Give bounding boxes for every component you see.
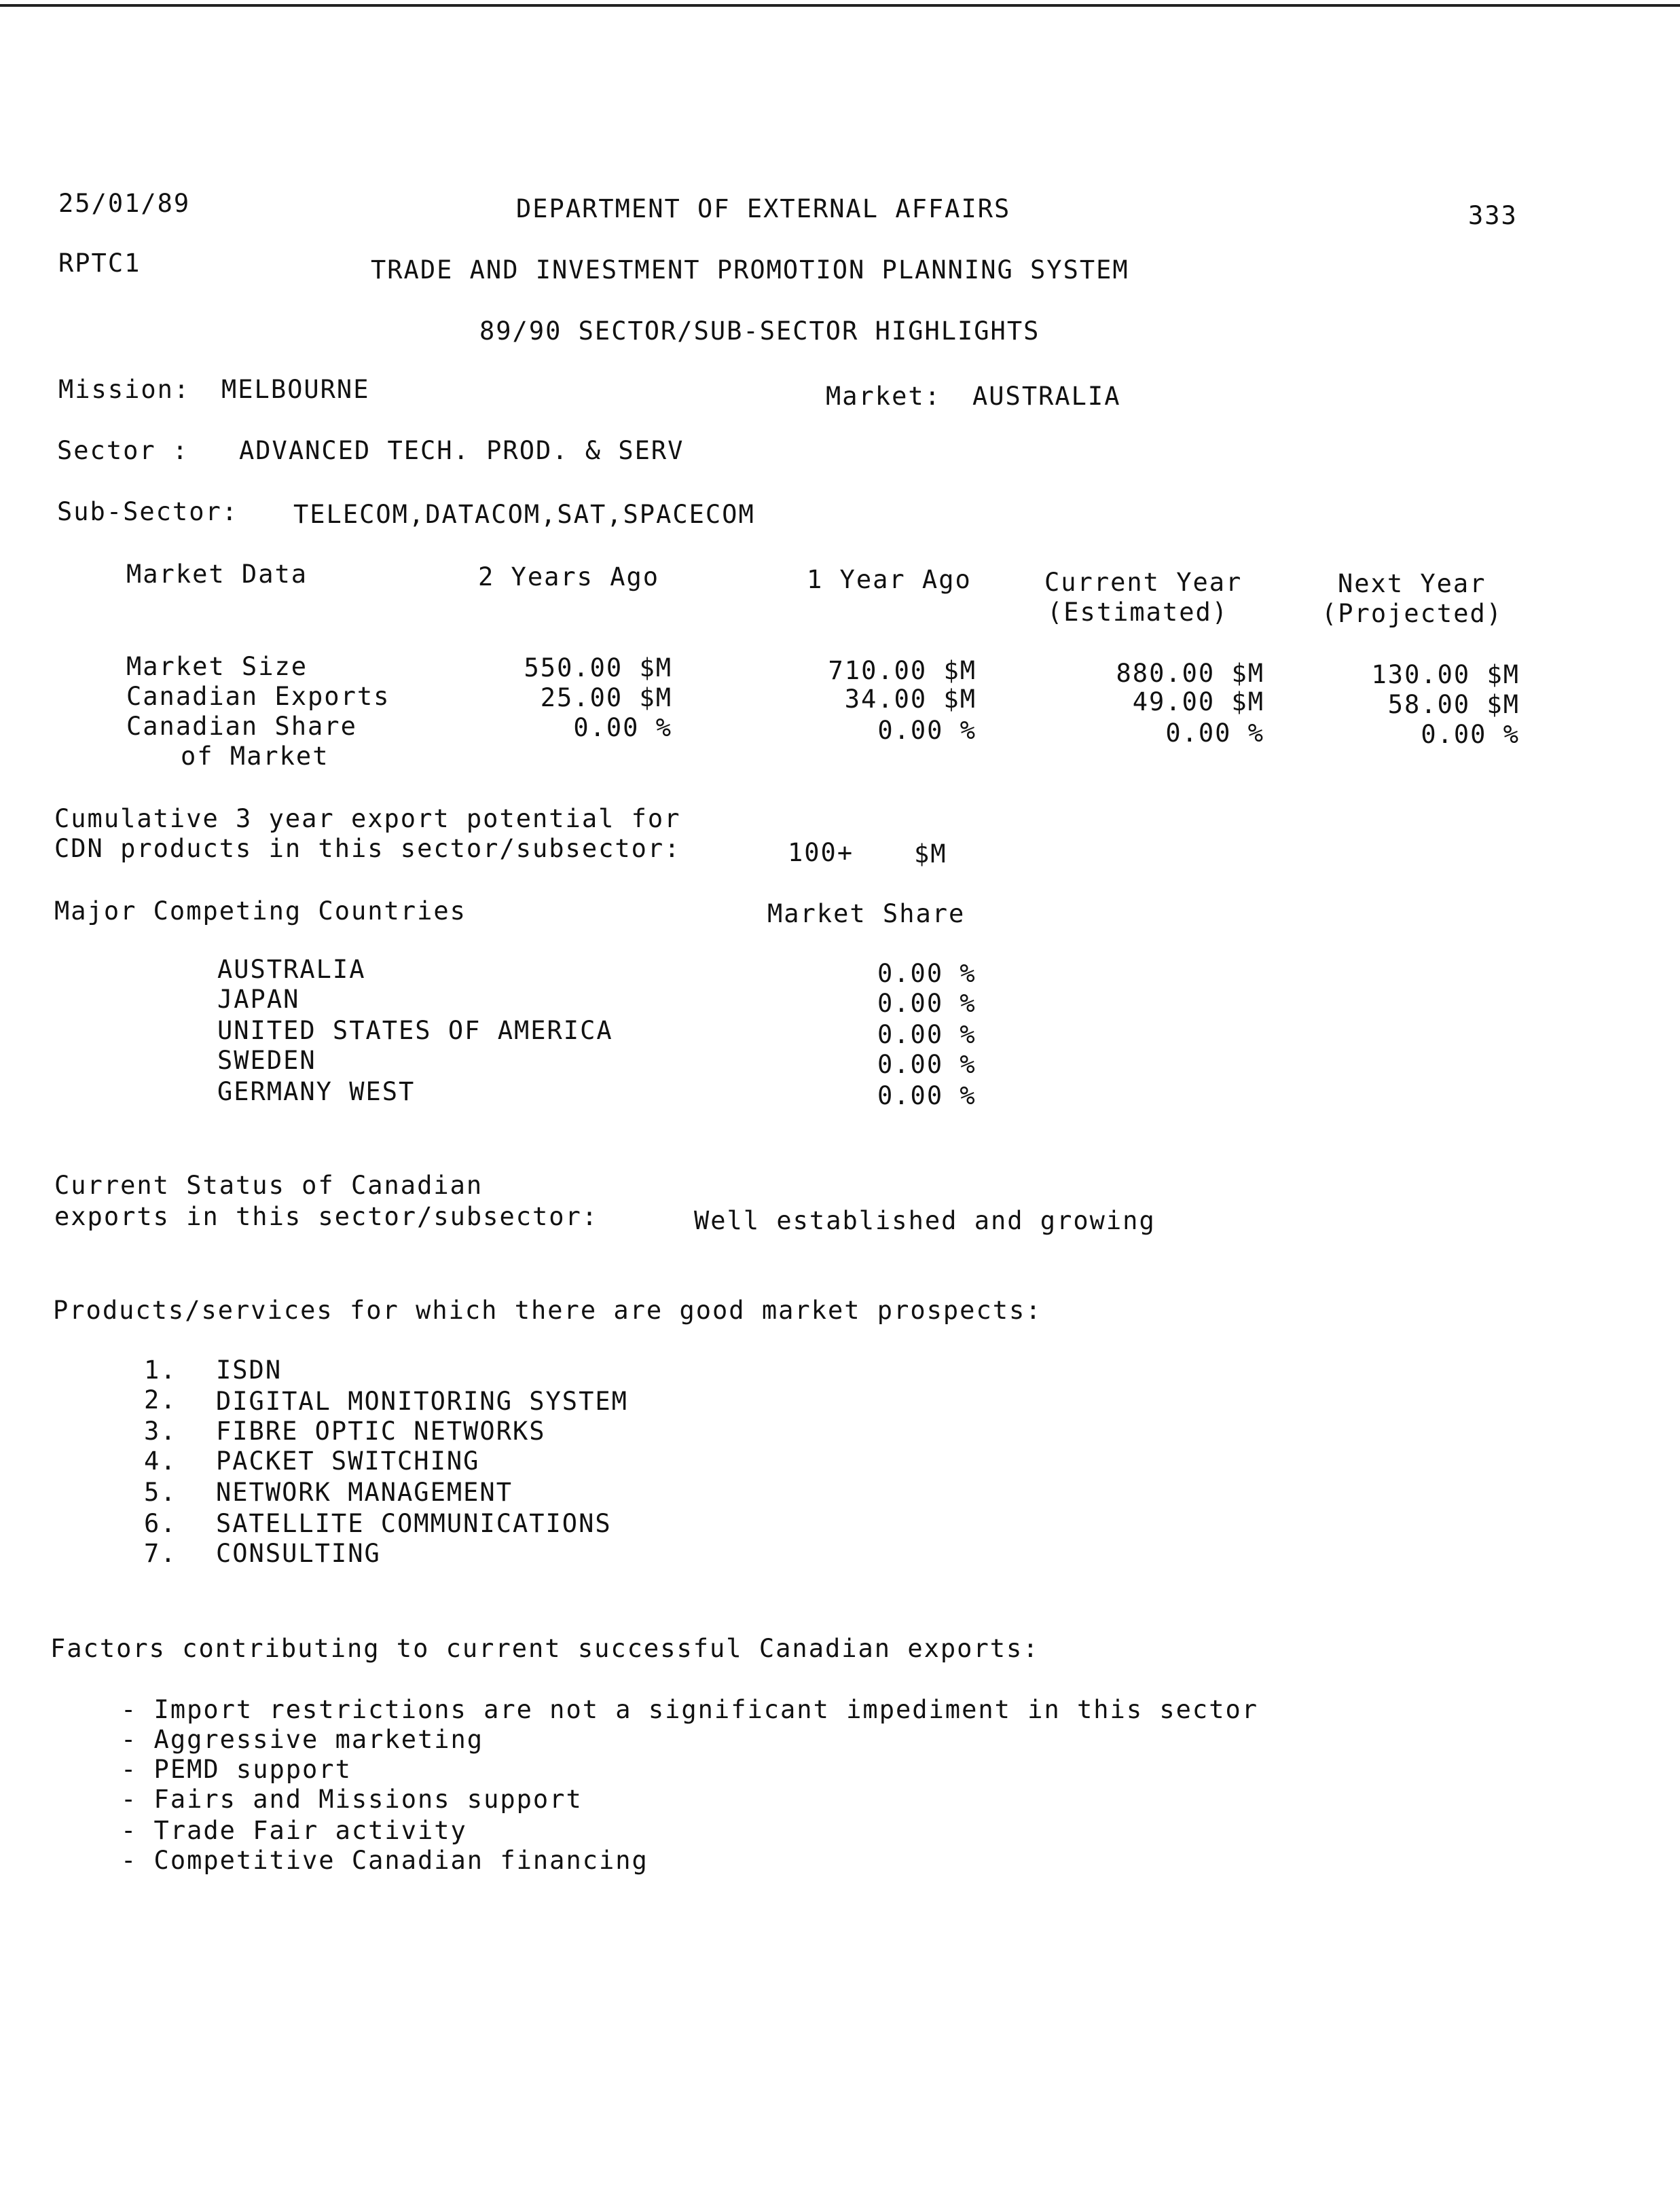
competitor-share: 0.00 % bbox=[877, 1050, 976, 1079]
page-number: 333 bbox=[1468, 201, 1518, 230]
department-title: DEPARTMENT OF EXTERNAL AFFAIRS bbox=[516, 194, 1011, 223]
market-label: Market: bbox=[826, 382, 941, 411]
potential-line-2: CDN products in this sector/subsector: bbox=[54, 834, 681, 863]
potential-value: 100+ bbox=[788, 838, 854, 867]
list-item-number: 7. bbox=[144, 1539, 177, 1568]
list-item: - Trade Fair activity bbox=[121, 1816, 467, 1845]
cell-market-size-next: 130.00 $M bbox=[1371, 660, 1520, 689]
sector-label: Sector : bbox=[57, 436, 189, 465]
cell-exports-1y: 34.00 $M bbox=[844, 685, 976, 714]
competitor-country: JAPAN bbox=[217, 985, 300, 1014]
list-item-number: 3. bbox=[144, 1417, 177, 1446]
list-item-number: 6. bbox=[144, 1509, 177, 1538]
list-item: PACKET SWITCHING bbox=[216, 1446, 480, 1476]
competitor-country: SWEDEN bbox=[217, 1046, 316, 1075]
status-line-2: exports in this sector/subsector: bbox=[54, 1202, 599, 1231]
mission-label: Mission: bbox=[58, 375, 191, 404]
row-label-of-market: of Market bbox=[181, 742, 329, 771]
cell-exports-next: 58.00 $M bbox=[1387, 690, 1520, 719]
cell-share-1y: 0.00 % bbox=[877, 716, 976, 745]
status-line-1: Current Status of Canadian bbox=[54, 1171, 483, 1200]
list-item: CONSULTING bbox=[216, 1539, 381, 1568]
col-header-2-years: 2 Years Ago bbox=[478, 562, 660, 591]
cell-market-size-current: 880.00 $M bbox=[1116, 659, 1264, 688]
market-value: AUSTRALIA bbox=[972, 382, 1121, 411]
col-header-estimated: (Estimated) bbox=[1047, 598, 1229, 627]
list-item-number: 2. bbox=[144, 1385, 177, 1415]
col-header-projected: (Projected) bbox=[1321, 599, 1503, 628]
products-heading: Products/services for which there are good market prospects: bbox=[53, 1296, 1042, 1325]
cell-market-size-1y: 710.00 $M bbox=[828, 656, 976, 685]
competitor-share: 0.00 % bbox=[877, 1020, 976, 1049]
cell-exports-current: 49.00 $M bbox=[1132, 687, 1264, 716]
sector-value: ADVANCED TECH. PROD. & SERV bbox=[239, 436, 684, 465]
list-item: - PEMD support bbox=[121, 1755, 352, 1784]
list-item: - Aggressive marketing bbox=[121, 1725, 484, 1754]
list-item: - Fairs and Missions support bbox=[121, 1785, 583, 1814]
list-item: - Import restrictions are not a significant impediment in this sector bbox=[121, 1695, 1259, 1724]
competitor-country: AUSTRALIA bbox=[217, 955, 366, 984]
market-data-heading: Market Data bbox=[126, 560, 308, 589]
report-title: 89/90 SECTOR/SUB-SECTOR HIGHLIGHTS bbox=[479, 316, 1040, 346]
potential-unit: $M bbox=[914, 839, 947, 869]
subsector-label: Sub-Sector: bbox=[57, 497, 239, 526]
page-top-border bbox=[0, 4, 1680, 7]
list-item: ISDN bbox=[216, 1355, 282, 1385]
subsector-value: TELECOM,DATACOM,SAT,SPACECOM bbox=[293, 500, 755, 529]
cell-share-2y: 0.00 % bbox=[573, 713, 672, 742]
competitor-country: GERMANY WEST bbox=[217, 1077, 416, 1106]
report-code: RPTC1 bbox=[58, 249, 141, 278]
cell-share-current: 0.00 % bbox=[1165, 718, 1264, 748]
cell-share-next: 0.00 % bbox=[1421, 720, 1520, 749]
row-label-market-size: Market Size bbox=[126, 652, 308, 681]
list-item-number: 5. bbox=[144, 1478, 177, 1507]
col-header-current-year: Current Year bbox=[1044, 568, 1243, 597]
row-label-canadian-share: Canadian Share bbox=[126, 712, 357, 741]
list-item-number: 4. bbox=[144, 1446, 177, 1476]
competitor-share: 0.00 % bbox=[877, 989, 976, 1018]
list-item: SATELLITE COMMUNICATIONS bbox=[216, 1509, 612, 1538]
competitors-heading: Major Competing Countries bbox=[54, 896, 467, 926]
mission-value: MELBOURNE bbox=[221, 375, 370, 404]
competitor-share: 0.00 % bbox=[877, 959, 976, 988]
status-value: Well established and growing bbox=[694, 1206, 1156, 1235]
competitor-share: 0.00 % bbox=[877, 1081, 976, 1110]
report-date: 25/01/89 bbox=[58, 189, 191, 218]
market-share-heading: Market Share bbox=[767, 899, 966, 928]
list-item: DIGITAL MONITORING SYSTEM bbox=[216, 1387, 628, 1416]
list-item-number: 1. bbox=[144, 1355, 177, 1385]
cell-market-size-2y: 550.00 $M bbox=[524, 653, 672, 682]
list-item: - Competitive Canadian financing bbox=[121, 1846, 649, 1875]
col-header-1-year: 1 Year Ago bbox=[807, 565, 972, 594]
competitor-country: UNITED STATES OF AMERICA bbox=[217, 1016, 613, 1045]
col-header-next-year: Next Year bbox=[1338, 569, 1486, 598]
system-title: TRADE AND INVESTMENT PROMOTION PLANNING SYSTEM bbox=[371, 255, 1129, 285]
list-item: FIBRE OPTIC NETWORKS bbox=[216, 1417, 546, 1446]
list-item: NETWORK MANAGEMENT bbox=[216, 1478, 513, 1507]
factors-heading: Factors contributing to current successful Canadian exports: bbox=[50, 1634, 1040, 1663]
cell-exports-2y: 25.00 $M bbox=[540, 683, 672, 712]
row-label-canadian-exports: Canadian Exports bbox=[126, 682, 390, 711]
potential-line-1: Cumulative 3 year export potential for bbox=[54, 804, 681, 833]
